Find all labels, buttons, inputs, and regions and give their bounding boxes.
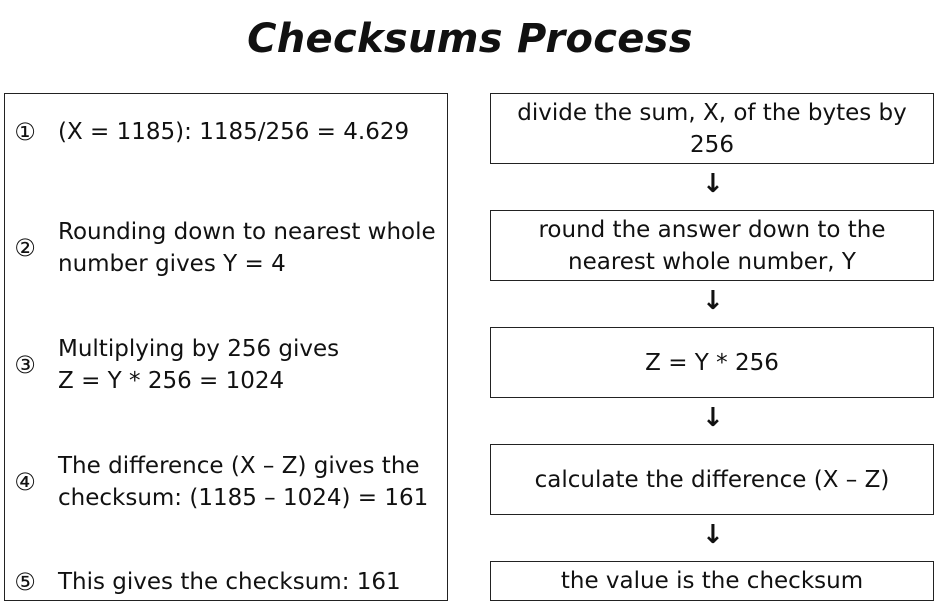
step-3-text: Multiplying by 256 gives Z = Y * 256 = 1024	[58, 336, 340, 394]
flow-box-difference: calculate the difference (X – Z)	[490, 444, 934, 515]
step-3-marker: ③	[14, 351, 36, 379]
worked-example-panel	[4, 93, 448, 601]
down-arrow-icon: ↓	[702, 403, 724, 433]
step-2-marker: ②	[14, 234, 36, 262]
step-1-marker: ①	[14, 118, 36, 146]
step-3	[5, 333, 447, 397]
step-5-marker: ⑤	[14, 568, 36, 596]
step-5	[5, 566, 447, 598]
down-arrow-icon: ↓	[702, 520, 724, 550]
down-arrow-icon: ↓	[702, 169, 724, 199]
flow-box-checksum: the value is the checksum	[490, 561, 934, 601]
step-4	[5, 450, 447, 514]
step-4-text: The difference (X – Z) gives the checksum: (1185 – 1024) = 161	[58, 453, 429, 511]
flow-box-divide: divide the sum, X, of the bytes by 256	[490, 93, 934, 164]
step-4-marker: ④	[14, 468, 36, 496]
step-1	[5, 116, 447, 148]
step-1-text: (X = 1185): 1185/256 = 4.629	[58, 119, 410, 145]
step-5-text: This gives the checksum: 161	[58, 569, 401, 595]
down-arrow-icon: ↓	[702, 286, 724, 316]
diagram-title: Checksums Process	[247, 16, 693, 62]
flow-box-multiply: Z = Y * 256	[490, 327, 934, 398]
step-2	[5, 216, 447, 280]
flow-box-round-down: round the answer down to the nearest whole number, Y	[490, 210, 934, 281]
step-2-text: Rounding down to nearest whole number gives Y = 4	[58, 219, 436, 277]
